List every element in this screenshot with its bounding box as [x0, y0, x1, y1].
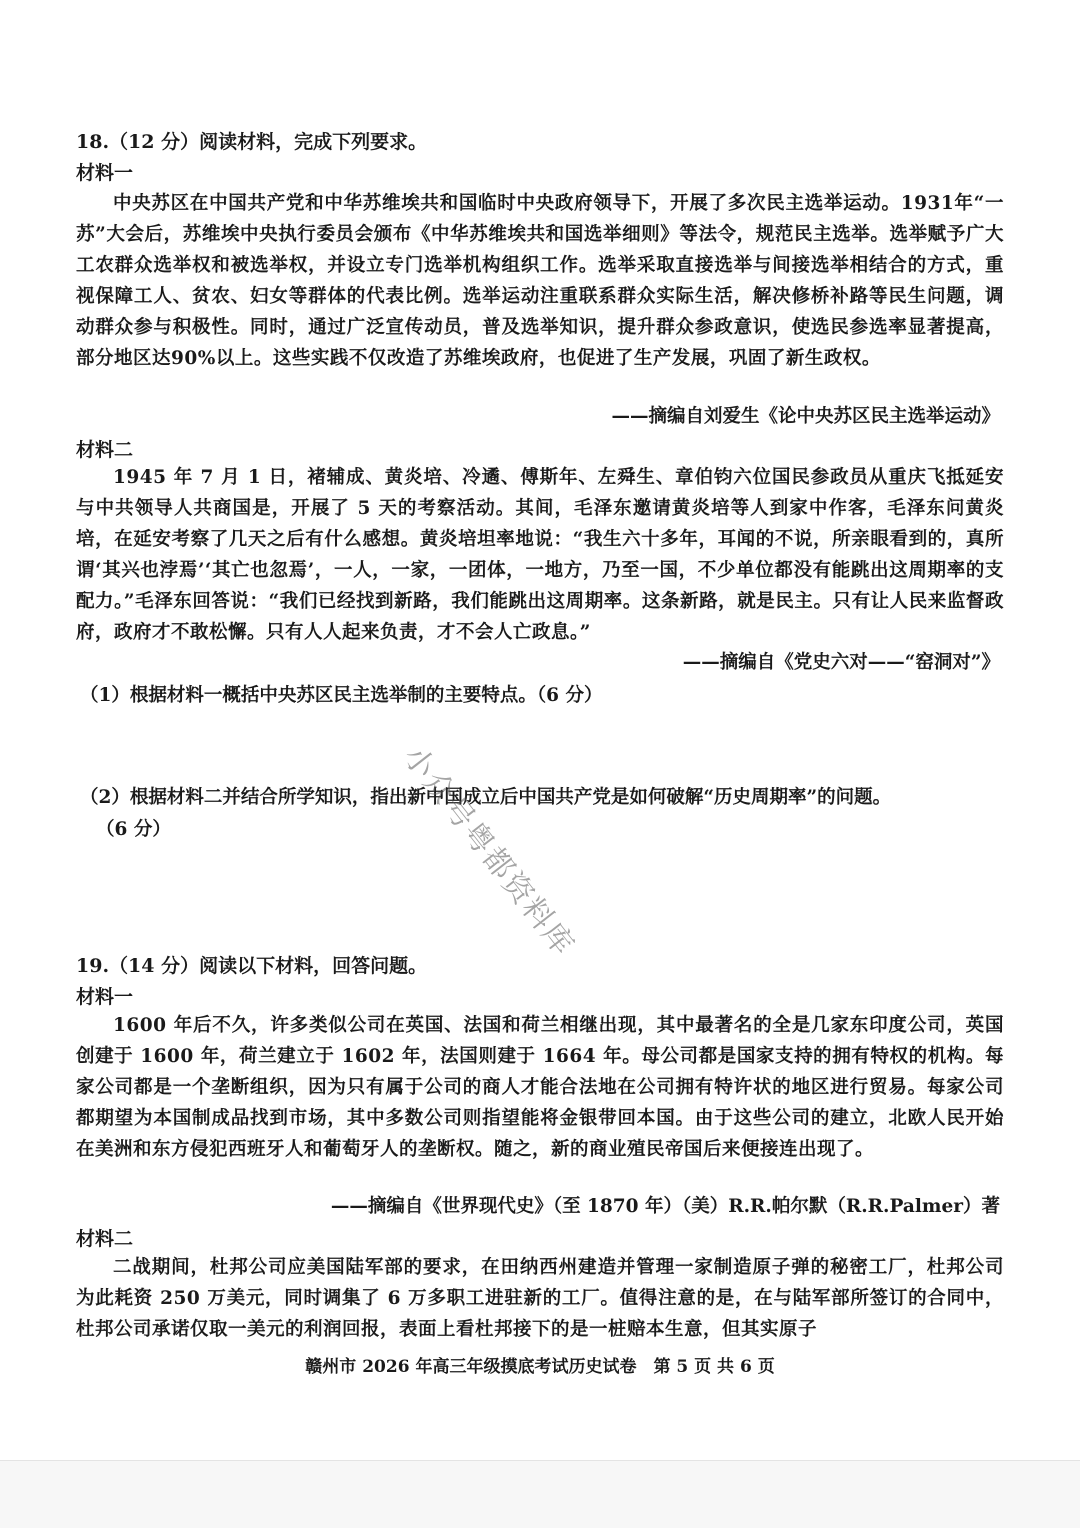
page-footer: 赣州市 2026 年高三年级摸底考试历史试卷 第 5 页 共 6 页 [305, 1357, 775, 1377]
q19-material2-label: 材料二 [76, 1228, 134, 1250]
q18-material2-source: ——摘编自《党史六对——“窑洞对”》 [682, 652, 1000, 673]
q18-material2-label: 材料二 [76, 439, 134, 461]
q18-subquestion-2: （2）根据材料二并结合所学知识，指出新中国成立后中国共产党是如何破解“历史周期率”的问题。 [80, 787, 892, 808]
q19-material1-source: ——摘编自《世界现代史》（至 1870 年）（美）R.R.帕尔默（R.R.Palmer）著 [330, 1196, 1000, 1217]
viewer-bottom-strip [0, 1460, 1080, 1528]
q19-material1-text: 1600 年后不久，许多类似公司在英国、法国和荷兰相继出现，其中最著名的全是几家东印度公司，英国创建于 1600 年，荷兰建立于 1602 年，法国则建于 1664 年。母公司都是国家支持的拥有特权的机构。每家公司都是一个垄断组织，因为只有属于公司的商人才能合法地在公司拥有特许状的地区进行贸易。每家公司都期望为本国制成品找到市场，其中多数公司则指望能将金银带回本国。由于这些公司的建立，北欧人民开始在美洲和东方侵犯西班牙人和葡萄牙人的垄断权。随之，新的商业殖民帝国后来便接连出现了。 [76, 1015, 1004, 1160]
q18-header: 18.（12 分）阅读材料，完成下列要求。 [76, 131, 428, 153]
q18-material1-text: 中央苏区在中国共产党和中华苏维埃共和国临时中央政府领导下，开展了多次民主选举运动。1931年“一苏”大会后，苏维埃中央执行委员会颁布《中华苏维埃共和国选举细则》等法令，规范民主选举。选举赋予广大工农群众选举权和被选举权，并设立专门选举机构组织工作。选举采取直接选举与间接选举相结合的方式，重视保障工人、贫农、妇女等群体的代表比例。选举运动注重联系群众实际生活，解决修桥补路等民生问题，调动群众参与积极性。同时，通过广泛宣传动员，普及选举知识，提升群众参政意识，使选民参选率显著提高，部分地区达90%以上。这些实践不仅改造了苏维埃政府，也促进了生产发展，巩固了新生政权。 [76, 193, 1004, 369]
q18-subquestion-1: （1）根据材料一概括中央苏区民主选举制的主要特点。（6 分） [80, 685, 603, 706]
watermark: 小众号粤都资料库 [396, 739, 582, 964]
q18-material1-label: 材料一 [76, 162, 134, 184]
q19-material1-label: 材料一 [76, 986, 134, 1008]
q19-header: 19.（14 分）阅读以下材料，回答问题。 [76, 955, 428, 977]
q18-material2-text: 1945 年 7 月 1 日，褚辅成、黄炎培、冷遹、傅斯年、左舜生、章伯钧六位国民参政员从重庆飞抵延安与中共领导人共商国是，开展了 5 天的考察活动。其间，毛泽东邀请黄炎培等人到家中作客，毛泽东问黄炎培，在延安考察了几天之后有什么感想。黄炎培坦率地说：“我生六十多年，耳闻的不说，所亲眼看到的，真所谓‘其兴也浡焉’‘其亡也忽焉’，一人，一家，一团体，一地方，乃至一国，不少单位都没有能跳出这周期率的支配力。”毛泽东回答说：“我们已经找到新路，我们能跳出这周期率。这条新路，就是民主。只有让人民来监督政府，政府才不敢松懈。只有人人起来负责，才不会人亡政息。” [76, 467, 1004, 643]
q18-material1-source: ——摘编自刘爱生《论中央苏区民主选举运动》 [611, 406, 1000, 427]
q18-subquestion-2-score: （6 分） [96, 819, 171, 840]
q19-material2-text: 二战期间，杜邦公司应美国陆军部的要求，在田纳西州建造并管理一家制造原子弹的秘密工厂，杜邦公司为此耗资 250 万美元，同时调集了 6 万多职工进驻新的工厂。值得注意的是，在与陆军部所签订的合同中，杜邦公司承诺仅取一美元的利润回报，表面上看杜邦接下的是一桩赔本生意，但其实原子 [76, 1257, 1004, 1340]
